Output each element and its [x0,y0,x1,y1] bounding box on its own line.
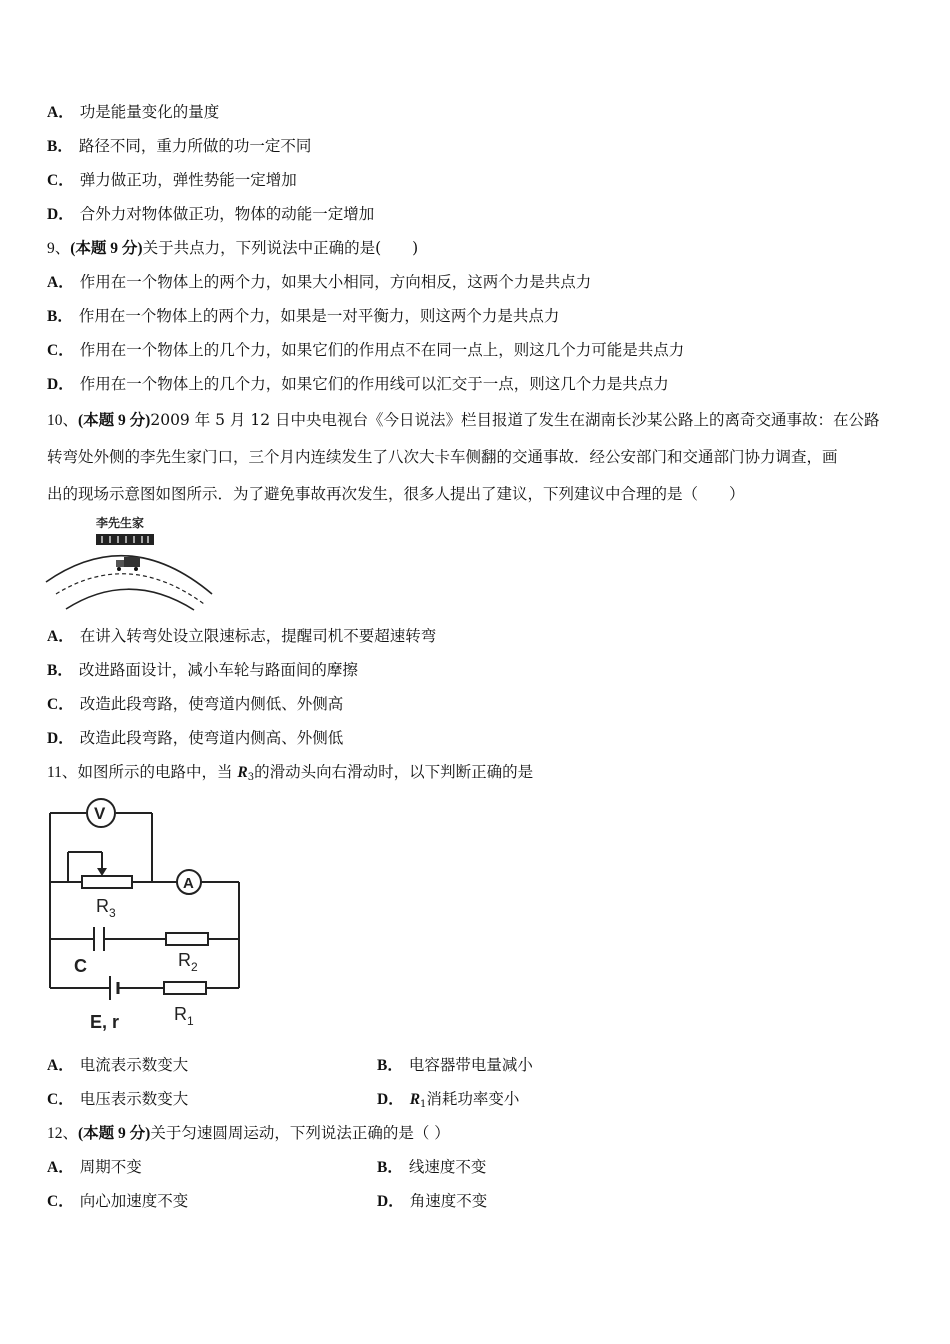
q8-option-b: B． 路径不同，重力所做的功一定不同 [47,137,312,155]
voltmeter-label: V [94,804,106,823]
q10-stem-line2: 转弯处外侧的李先生家门口，三个月内连续发生了八次大卡车侧翻的交通事故．经公安部门和交通部门协力调查，画 [47,448,838,466]
q11-option-b: B． 电容器带电量减小 [377,1056,533,1074]
q9-option-c: C． 作用在一个物体上的几个力，如果它们的作用点不在同一点上，则这几个力可能是共点力 [47,341,685,359]
resistor-r3 [82,876,132,888]
q12-option-b: B． 线速度不变 [377,1158,487,1176]
resistor-r2 [166,933,208,945]
q10-option-d: D． 改造此段弯路，使弯道内侧高、外侧低 [47,729,344,747]
q8-option-c: C． 弹力做正功，弹性势能一定增加 [47,171,297,189]
q9-option-d: D． 作用在一个物体上的几个力，如果它们的作用线可以汇交于一点，则这几个力是共点力 [47,375,669,393]
circuit-diagram [44,796,248,1036]
q9-option-b: B． 作用在一个物体上的两个力，如果是一对平衡力，则这两个力是共点力 [47,307,560,325]
resistor-r1 [164,982,206,994]
road-curve-figure [44,514,216,614]
source-label: E, r [90,1012,120,1032]
slider-arrow-icon [97,868,107,876]
house-icon [96,534,154,545]
q12-stem: 12、(本题 9 分)关于匀速圆周运动，下列说法正确的是（ ） [47,1124,450,1142]
ammeter-label: A [183,875,194,892]
q12-option-d: D． 角速度不变 [377,1192,488,1210]
q10-option-c: C． 改造此段弯路，使弯道内侧低、外侧高 [47,695,344,713]
q10-option-b: B． 改进路面设计，减小车轮与路面间的摩擦 [47,661,358,679]
q12-option-c: C． 向心加速度不变 [47,1192,189,1210]
q9-option-a: A． 作用在一个物体上的两个力，如果大小相同，方向相反，这两个力是共点力 [47,273,592,291]
r2-label: $R_2$ [178,950,198,974]
q9-stem: 9、(本题 9 分)关于共点力，下列说法中正确的是( ) [47,239,419,257]
r3-label: $R_3$ [96,896,116,920]
q8-option-d: D． 合外力对物体做正功，物体的动能一定增加 [47,205,375,223]
truck-icon [116,557,140,571]
q10-stem-line1: 10、(本题 9 分)2009 年 5 月 12 日中央电视台《今日说法》栏目报道了发生在湖南长沙某公路上的离奇交通事故：在公路 [47,411,880,429]
q11-option-d: D． $R_1$消耗功率变小 [377,1090,520,1110]
capacitor-label: C [74,956,87,976]
q12-option-a: A． 周期不变 [47,1158,142,1176]
house-label: 李先生家 [96,516,145,530]
road-inner-edge [66,589,194,610]
q11-option-c: C． 电压表示数变大 [47,1090,189,1108]
r1-label: $R_1$ [174,1004,194,1028]
q10-option-a: A． 在讲入转弯处设立限速标志，提醒司机不要超速转弯 [47,627,437,645]
q11-option-row1 [47,1055,188,1076]
q8-option-a: A． 功是能量变化的量度 [47,103,220,121]
q11-option-a: A． 电流表示数变大 [47,1056,189,1074]
q11-stem: 11、如图所示的电路中，当 $R_3$的滑动头向右滑动时，以下判断正确的是 [47,763,534,783]
q10-stem-line3: 出的现场示意图如图所示．为了避免事故再次发生，很多人提出了建议，下列建议中合理的是（ ） [47,485,745,503]
